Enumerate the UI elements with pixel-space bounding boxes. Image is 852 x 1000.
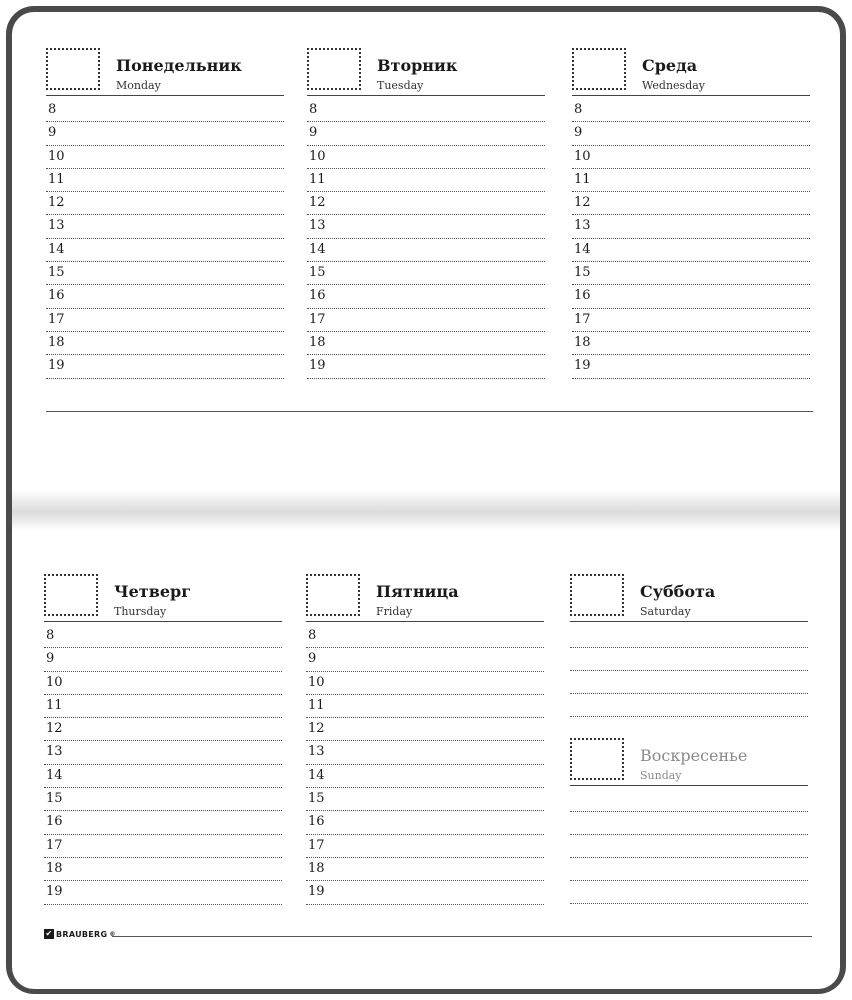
hour-row[interactable] (306, 648, 544, 671)
hour-row[interactable] (44, 765, 282, 788)
hour-row[interactable] (572, 122, 810, 145)
hour-row[interactable] (572, 192, 810, 215)
hour-row[interactable] (306, 835, 544, 858)
hour-label: 18 (574, 334, 591, 350)
date-box[interactable] (307, 48, 361, 90)
hour-label: 10 (48, 148, 65, 164)
hour-row[interactable] (307, 169, 545, 192)
hour-row[interactable] (44, 648, 282, 671)
day-header-rule (572, 95, 810, 96)
day-title: Четверг (114, 582, 191, 601)
hour-row[interactable] (306, 788, 544, 811)
hour-row[interactable] (44, 881, 282, 904)
hour-row[interactable] (46, 355, 284, 378)
hour-label: 15 (46, 791, 63, 807)
day-title: Понедельник (116, 56, 242, 75)
hour-label: 9 (46, 651, 55, 667)
hour-row[interactable] (44, 672, 282, 695)
note-lines (570, 625, 808, 717)
day-subtitle: Tuesday (377, 79, 424, 92)
write-line[interactable] (570, 625, 808, 648)
day-subtitle: Sunday (640, 769, 682, 782)
hour-label: 8 (308, 628, 317, 643)
write-line[interactable] (570, 648, 808, 671)
hour-row[interactable] (307, 262, 545, 285)
hour-label: 14 (309, 241, 326, 257)
hour-label: 15 (309, 265, 326, 281)
day-header-rule (46, 95, 284, 96)
hour-row[interactable] (44, 741, 282, 764)
page-fold-gutter (12, 490, 840, 530)
hour-label: 14 (308, 767, 325, 783)
hour-row[interactable] (307, 309, 545, 332)
hour-label: 15 (574, 265, 591, 281)
hour-row[interactable] (307, 99, 545, 122)
hour-row[interactable] (307, 192, 545, 215)
hour-label: 18 (309, 334, 326, 350)
day-title: Суббота (640, 582, 716, 601)
hour-row[interactable] (46, 309, 284, 332)
brand-name: BRAUBERG (56, 929, 108, 939)
hour-row[interactable] (307, 122, 545, 145)
hour-label: 12 (48, 195, 65, 211)
day-title: Пятница (376, 582, 459, 601)
hour-row[interactable] (306, 858, 544, 881)
write-line[interactable] (570, 694, 808, 717)
notes-line[interactable] (46, 411, 813, 412)
hour-row[interactable] (44, 788, 282, 811)
hour-label: 12 (308, 721, 325, 737)
hour-label: 12 (46, 721, 63, 737)
hour-row[interactable] (307, 146, 545, 169)
hour-label: 10 (574, 148, 591, 164)
hour-row[interactable] (44, 695, 282, 718)
hour-row[interactable] (306, 695, 544, 718)
registered-mark: ® (109, 930, 116, 938)
day-subtitle: Monday (116, 79, 161, 92)
hour-list (306, 625, 544, 905)
hour-row[interactable] (44, 858, 282, 881)
write-line[interactable] (570, 858, 808, 881)
hour-label: 19 (309, 358, 326, 374)
hour-label: 9 (48, 125, 57, 141)
hour-label: 10 (308, 674, 325, 690)
day-header-rule (44, 621, 282, 622)
hour-label: 17 (309, 311, 326, 327)
hour-label: 13 (46, 744, 63, 760)
hour-label: 9 (309, 125, 318, 141)
hour-row[interactable] (307, 239, 545, 262)
hour-row[interactable] (46, 99, 284, 122)
hour-label: 11 (309, 171, 326, 187)
hour-label: 13 (308, 744, 325, 760)
hour-row[interactable] (46, 285, 284, 308)
date-box[interactable] (570, 574, 624, 616)
hour-row[interactable] (306, 625, 544, 648)
hour-row[interactable] (44, 811, 282, 834)
write-line[interactable] (570, 812, 808, 835)
hour-label: 11 (574, 171, 591, 187)
day-header-rule (570, 621, 808, 622)
day-subtitle: Saturday (640, 605, 691, 618)
hour-label: 13 (48, 218, 65, 234)
brand-logo (44, 929, 116, 939)
hour-row[interactable] (572, 99, 810, 122)
hour-row[interactable] (572, 332, 810, 355)
hour-row[interactable] (306, 811, 544, 834)
hour-label: 18 (308, 860, 325, 876)
hour-label: 8 (46, 628, 55, 643)
hour-label: 10 (309, 148, 326, 164)
hour-label: 8 (574, 102, 583, 117)
write-line[interactable] (570, 789, 808, 812)
hour-row[interactable] (306, 718, 544, 741)
hour-label: 19 (574, 358, 591, 374)
write-line[interactable] (570, 671, 808, 694)
hour-row[interactable] (306, 741, 544, 764)
hour-row[interactable] (572, 215, 810, 238)
hour-row[interactable] (44, 835, 282, 858)
day-title: Воскресенье (640, 746, 748, 765)
hour-row[interactable] (306, 881, 544, 904)
day-subtitle: Friday (376, 605, 413, 618)
date-box[interactable] (572, 48, 626, 90)
hour-row[interactable] (572, 146, 810, 169)
hour-row[interactable] (307, 285, 545, 308)
write-line[interactable] (570, 835, 808, 858)
hour-row[interactable] (46, 215, 284, 238)
date-box[interactable] (306, 574, 360, 616)
hour-row[interactable] (572, 262, 810, 285)
hour-list (44, 625, 282, 905)
hour-label: 16 (308, 814, 325, 830)
day-header-rule (570, 785, 808, 786)
hour-label: 11 (48, 171, 65, 187)
day-header-rule (307, 95, 545, 96)
hour-label: 17 (308, 837, 325, 853)
hour-label: 17 (48, 311, 65, 327)
hour-row[interactable] (572, 309, 810, 332)
hour-label: 14 (46, 767, 63, 783)
hour-row[interactable] (46, 122, 284, 145)
hour-label: 15 (48, 265, 65, 281)
hour-row[interactable] (44, 625, 282, 648)
hour-label: 11 (46, 697, 63, 713)
check-icon: ✔ (45, 929, 53, 938)
hour-row[interactable] (572, 239, 810, 262)
hour-list (46, 99, 284, 379)
day-title: Вторник (377, 56, 458, 75)
hour-row[interactable] (307, 215, 545, 238)
hour-row[interactable] (46, 192, 284, 215)
hour-label: 10 (46, 674, 63, 690)
hour-label: 14 (48, 241, 65, 257)
date-box[interactable] (44, 574, 98, 616)
footer-line[interactable] (112, 936, 812, 937)
date-box[interactable] (46, 48, 100, 90)
hour-label: 17 (46, 837, 63, 853)
hour-row[interactable] (46, 262, 284, 285)
hour-label: 14 (574, 241, 591, 257)
hour-list (307, 99, 545, 379)
hour-row[interactable] (307, 332, 545, 355)
hour-label: 16 (46, 814, 63, 830)
write-line[interactable] (570, 881, 808, 904)
day-title: Среда (642, 56, 698, 75)
hour-label: 11 (308, 697, 325, 713)
hour-row[interactable] (306, 765, 544, 788)
hour-label: 16 (48, 288, 65, 304)
hour-label: 19 (48, 358, 65, 374)
hour-row[interactable] (307, 355, 545, 378)
hour-row[interactable] (44, 718, 282, 741)
day-header-rule (306, 621, 544, 622)
hour-row[interactable] (46, 332, 284, 355)
hour-row[interactable] (46, 239, 284, 262)
note-lines (570, 789, 808, 904)
hour-label: 16 (309, 288, 326, 304)
hour-label: 12 (574, 195, 591, 211)
date-box[interactable] (570, 738, 624, 780)
day-subtitle: Thursday (114, 605, 167, 618)
hour-label: 15 (308, 791, 325, 807)
hour-label: 13 (574, 218, 591, 234)
hour-label: 18 (48, 334, 65, 350)
hour-label: 19 (46, 884, 63, 900)
day-subtitle: Wednesday (642, 79, 706, 92)
hour-row[interactable] (572, 355, 810, 378)
hour-row[interactable] (306, 672, 544, 695)
hour-label: 9 (574, 125, 583, 141)
hour-row[interactable] (46, 169, 284, 192)
hour-label: 8 (48, 102, 57, 117)
hour-label: 9 (308, 651, 317, 667)
hour-row[interactable] (46, 146, 284, 169)
hour-label: 12 (309, 195, 326, 211)
hour-row[interactable] (572, 169, 810, 192)
hour-label: 18 (46, 860, 63, 876)
hour-label: 19 (308, 884, 325, 900)
hour-label: 17 (574, 311, 591, 327)
hour-label: 8 (309, 102, 318, 117)
hour-row[interactable] (572, 285, 810, 308)
hour-list (572, 99, 810, 379)
hour-label: 16 (574, 288, 591, 304)
hour-label: 13 (309, 218, 326, 234)
